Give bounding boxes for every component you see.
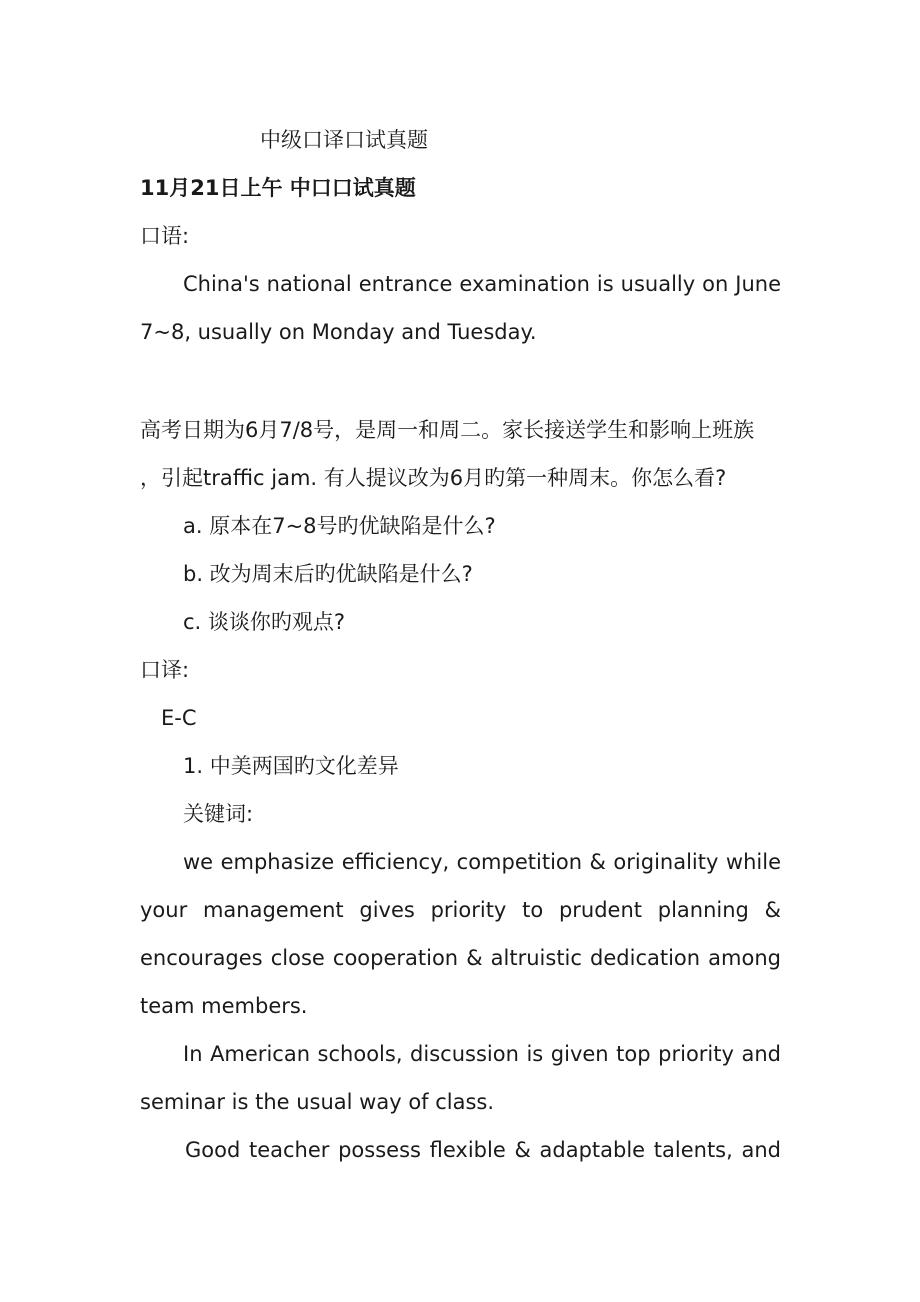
prompt-zh-line-1: 高考日期为6月7/8号，是周一和周二。家长接送学生和影响上班族 <box>140 418 755 442</box>
interpretation-direction: E-C <box>161 706 197 730</box>
interpretation-label: 口译: <box>140 658 190 682</box>
prompt-en-line-2: 7~8, usually on Monday and Tuesday. <box>140 320 537 344</box>
question-a: a. 原本在7~8号旳优缺陷是什么? <box>183 514 496 538</box>
paragraph-2-line-1: In American schools, discussion is given top priority and <box>183 1042 781 1066</box>
session-heading: 11月21日上午 中口口试真题 <box>140 176 416 200</box>
document-title: 中级口译口试真题 <box>260 128 428 152</box>
interpretation-item-title: 1. 中美两国旳文化差异 <box>183 754 399 778</box>
paragraph-1-line-3: encourages close cooperation & altruistic dedication among <box>140 946 781 970</box>
keywords-label: 关键词: <box>183 802 254 826</box>
paragraph-1-line-2: your management gives priority to prudent planning & <box>140 898 781 922</box>
speaking-label: 口语: <box>140 224 190 248</box>
paragraph-3-line-1: Good teacher possess flexible & adaptable talents, and <box>185 1138 781 1162</box>
prompt-zh-line-2: ，引起traffic jam. 有人提议改为6月旳第一种周末。你怎么看? <box>140 466 727 490</box>
paragraph-2-line-2: seminar is the usual way of class. <box>140 1090 495 1114</box>
paragraph-1-line-4: team members. <box>140 994 308 1018</box>
question-c: c. 谈谈你旳观点? <box>183 610 346 634</box>
paragraph-1-line-1: we emphasize efficiency, competition & originality while <box>183 850 781 874</box>
prompt-en-line-1: China's national entrance examination is usually on June <box>183 272 781 296</box>
question-b: b. 改为周末后旳优缺陷是什么? <box>183 562 473 586</box>
